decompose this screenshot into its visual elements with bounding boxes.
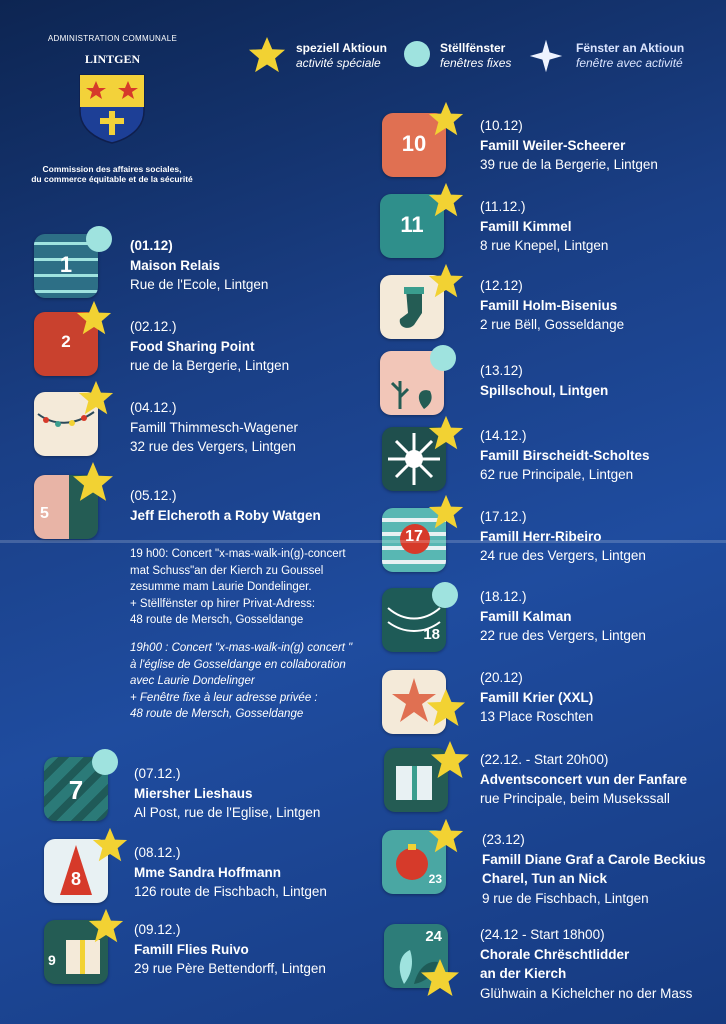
entry-23: (23.12) Famill Diane Graf a Carole Beckius Charel, Tun an Nick 9 rue de Fischbach, Lintgen (482, 832, 706, 906)
entry-20: (20.12) Famill Krier (XXL) 13 Place Roschten (480, 670, 594, 724)
special-action-star-icon (76, 300, 112, 336)
window-tile-07 (44, 757, 108, 821)
entry-02: (02.12.) Food Sharing Point rue de la Bergerie, Lintgen (130, 319, 290, 373)
window-tile-11 (380, 194, 444, 258)
entry-05: (05.12.) Jeff Elcheroth a Roby Watgen (130, 488, 321, 523)
special-action-star-icon (248, 36, 286, 74)
special-action-star-icon (92, 827, 128, 863)
number-17-icon: 17 (405, 528, 423, 545)
coat-of-arms-icon (78, 73, 146, 145)
entry-07: (07.12.) Miersher Lieshaus Al Post, rue de l'Eglise, Lintgen (134, 766, 321, 820)
window-tile-18: 18 (382, 588, 446, 652)
legend-action: Fënster an Aktioun fenêtre avec activité (576, 41, 685, 70)
window-tile-17 (382, 508, 446, 572)
window-tile-08: 8 (44, 839, 108, 903)
special-action-star-icon (420, 958, 460, 998)
entry-09: (09.12.) Famill Flies Ruivo 29 rue Père Bettendorff, Lintgen (134, 922, 326, 976)
number-5-icon: 5 (40, 505, 49, 522)
entry-14: (14.12.) Famill Birscheidt-Scholtes 62 rue Principale, Lintgen (480, 428, 650, 482)
number-1-icon: 1 (59, 252, 73, 277)
special-action-star-icon (428, 182, 464, 218)
entry-08: (08.12.) Mme Sandra Hoffmann 126 route de Fischbach, Lintgen (134, 845, 327, 899)
special-action-star-icon (88, 908, 124, 944)
entry-13: (13.12) Spillschoul, Lintgen (480, 363, 609, 398)
legend-fixed: Stëllfënster fenêtres fixes (440, 41, 512, 70)
entry-11: (11.12.) Famill Kimmel 8 rue Knepel, Lintgen (480, 199, 609, 253)
legend-special: speziell Aktioun activité spéciale (296, 41, 387, 70)
window-tile-05 (34, 475, 98, 539)
entry-05-notes-lb: 19 h00: Concert "x-mas-walk-in(g)-concert mat Schuss"an der Kierch zu Goussel zesumme mam Laurie Dondelinger. + Stëllfënster op hirer Privat-Adress: 48 route de Mersch, Gosseldange (130, 548, 346, 626)
entry-18: (18.12.) Famill Kalman 22 rue des Vergers, Lintgen (480, 589, 646, 643)
fixed-window-dot-icon (430, 345, 456, 371)
special-action-star-icon (426, 688, 466, 728)
window-tile-12 (380, 275, 444, 339)
commission-label: Commission des affaires sociales, du commerce équitable et de la sécurité (31, 164, 193, 184)
window-tile-01 (34, 234, 98, 298)
special-action-star-icon (78, 380, 114, 416)
special-action-star-icon (428, 818, 464, 854)
fixed-window-dot-icon (432, 582, 458, 608)
commune-name: LINTGEN (84, 52, 141, 66)
special-action-star-icon (428, 263, 464, 299)
entry-12: (12.12) Famill Holm-Bisenius 2 rue Bëll, Gosseldange (480, 278, 625, 332)
special-action-star-icon (428, 415, 464, 451)
entry-05-notes-fr: 19h00 : Concert "x-mas-walk-in(g) concert " à l'église de Gosseldange en collaboration avec Laurie Dondelinger + Fenêtre fixe à leur adresse privée : 48 route de Mersch, Gosseldange (130, 642, 353, 720)
number-7-icon: 7 (68, 775, 84, 805)
special-action-star-icon (72, 461, 114, 503)
entry-04: (04.12.) Famill Thimmesch-Wagener 32 rue des Vergers, Lintgen (130, 400, 299, 454)
fixed-window-dot-icon (404, 41, 430, 67)
window-tile-13 (380, 351, 444, 415)
window-tile-02 (34, 312, 98, 376)
window-tile-10 (382, 113, 446, 177)
window-tile-14 (382, 427, 446, 491)
number-10-icon: 10 (401, 131, 427, 156)
special-action-star-icon (428, 494, 464, 530)
entry-24: (24.12 - Start 18h00) Chorale Chrëschtlidder an der Kierch Glühwain a Kichelcher no der Mass (480, 927, 693, 1001)
window-action-star-icon (528, 38, 564, 74)
number-2-icon: 2 (61, 332, 71, 351)
entry-10: (10.12) Famill Weiler-Scheerer 39 rue de la Bergerie, Lintgen (480, 118, 658, 172)
number-11-icon: 11 (400, 212, 424, 237)
fixed-window-dot-icon (92, 749, 118, 775)
fixed-window-dot-icon (86, 226, 112, 252)
window-tile-20 (382, 670, 446, 734)
window-tile-04 (34, 392, 98, 456)
special-action-star-icon (428, 101, 464, 137)
entry-17: (17.12.) Famill Herr-Ribeiro 24 rue des Vergers, Lintgen (480, 509, 646, 563)
window-tile-23: 23 (382, 830, 446, 894)
entry-01: (01.12) Maison Relais Rue de l'Ecole, Lintgen (130, 238, 269, 292)
window-tile-09: 9 (44, 920, 108, 984)
window-tile-22 (384, 748, 448, 812)
entry-22: (22.12. - Start 20h00) Adventsconcert vun der Fanfare rue Principale, beim Musekssall (480, 752, 688, 806)
administration-label: ADMINISTRATION COMMUNALE (47, 34, 178, 43)
window-tile-24: 24 (384, 924, 448, 988)
special-action-star-icon (430, 740, 470, 780)
